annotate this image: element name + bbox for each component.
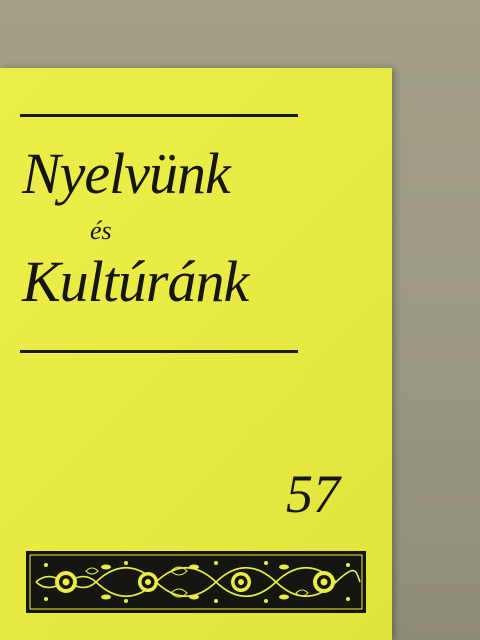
top-rule xyxy=(20,114,298,117)
title-line-3: Kultúránk xyxy=(22,249,249,314)
book-cover xyxy=(0,68,392,640)
title-line-1: Nyelvünk xyxy=(22,141,230,206)
bottom-rule xyxy=(20,350,298,353)
title-line-2: és xyxy=(90,216,112,245)
folk-ornament-border-icon xyxy=(26,551,366,613)
issue-number: 57 xyxy=(286,464,340,524)
